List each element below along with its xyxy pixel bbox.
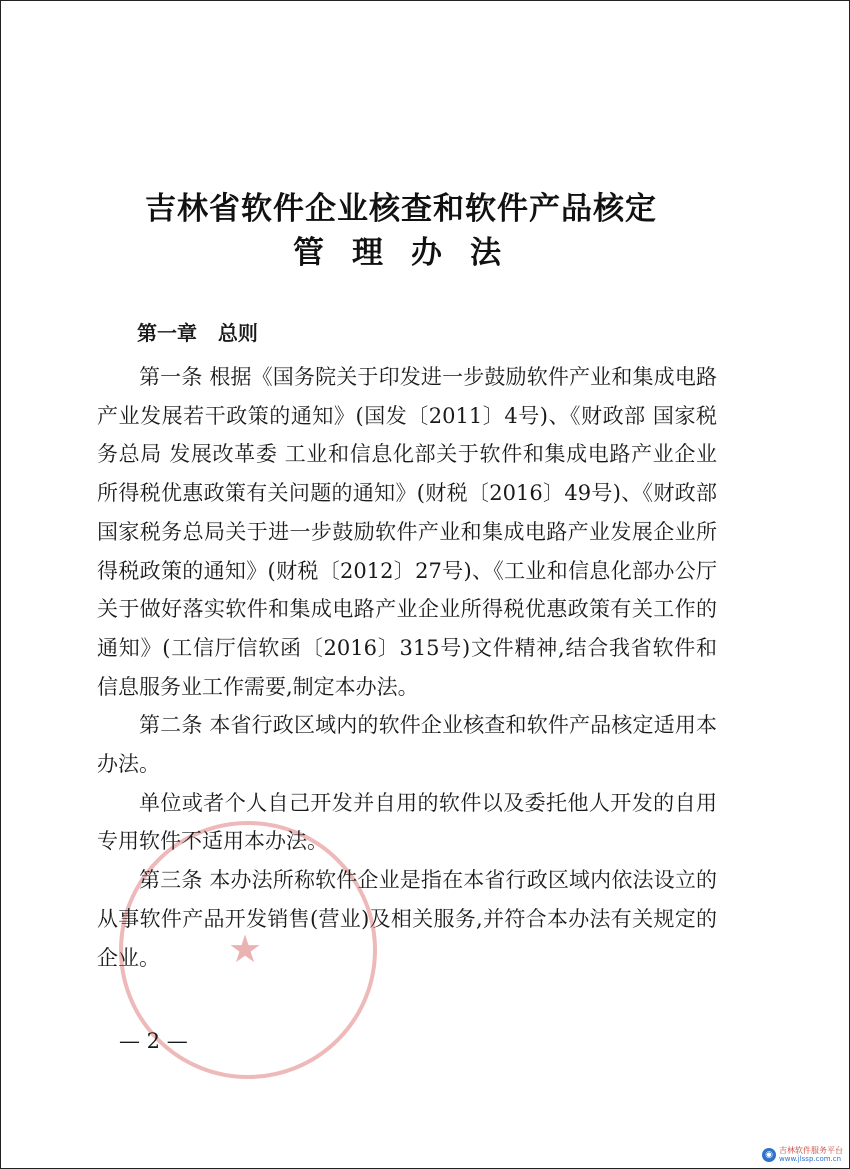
site-watermark [762, 1146, 843, 1164]
document-body [97, 358, 717, 977]
article-2-exception-paragraph: 单位或者个人自己开发并自用的软件以及委托他人开发的自用专用软件不适用本办法。 [97, 790, 717, 854]
document-title-line-2: 管理办法 [293, 235, 529, 271]
watermark-logo-icon: ◉ [762, 1148, 776, 1162]
watermark-site-url: www.jlssp.com.cn [779, 1155, 842, 1163]
article-1-paragraph: 第一条 根据《国务院关于印发进一步鼓励软件产业和集成电路产业发展若干政策的通知》(国发〔2011〕4号)、《财政部 国家税务总局 发展改革委 工业和信息化部关于软件和集成电路产业企业所得税优惠政策有关问题的通知》(财税〔2016〕49号)、《财政部国家税务总局关于进一步鼓励软件产业和集成电路产业发展企业所得税政策的通知》(财税〔2012〕27号)、《工业和信息化部办公厅关于做好落实软件和集成电路产业企业所得税优惠政策有关工作的通知》(工信厅信软函〔2016〕315号)文件精神,结合我省软件和信息服务业工作需要,制定本办法。 [97, 365, 717, 699]
chapter-heading: 第一章 总则 [137, 321, 258, 345]
seal-star-icon: ★ [228, 927, 263, 971]
article-3-paragraph: 第三条 本办法所称软件企业是指在本省行政区域内依法设立的从事软件产品开发销售(营业)及相关服务,并符合本办法有关规定的企业。 [97, 868, 717, 970]
article-2-paragraph: 第二条 本省行政区域内的软件企业核查和软件产品核定适用本办法。 [97, 713, 717, 777]
watermark-site-name: 吉林软件服务平台 [779, 1146, 843, 1155]
page-number: — 2 — [119, 1029, 188, 1053]
document-title-line-1: 吉林省软件企业核查和软件产品核定 [145, 191, 657, 227]
